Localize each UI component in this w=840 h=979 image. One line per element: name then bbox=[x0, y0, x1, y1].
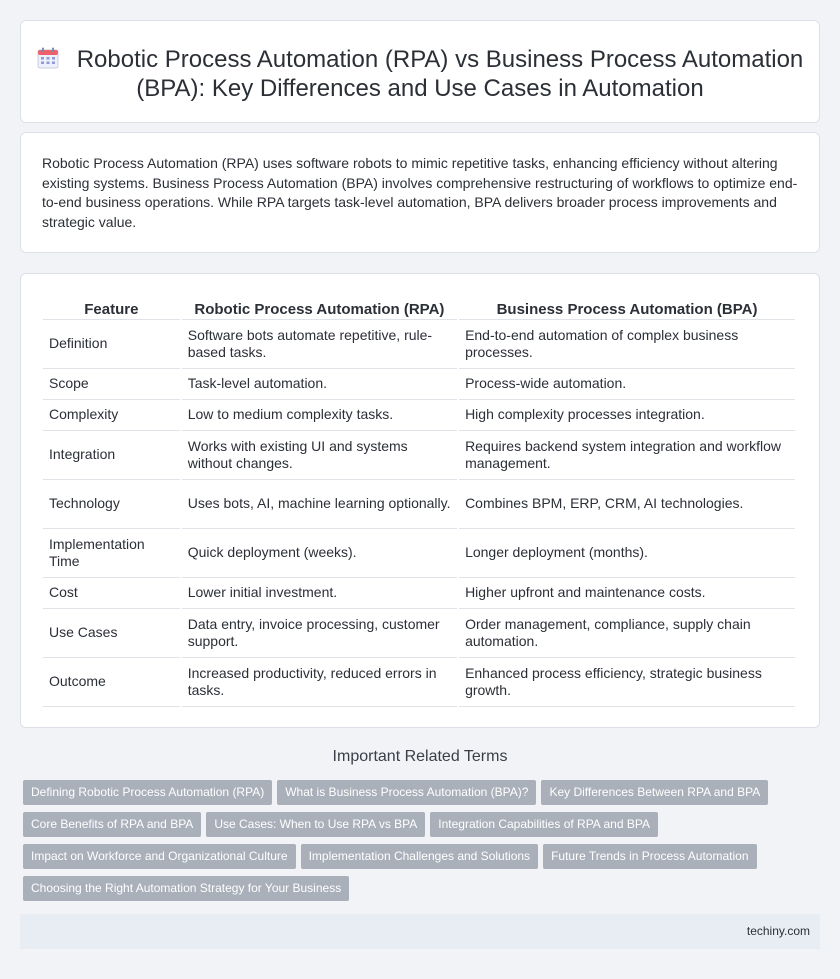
header-rpa: Robotic Process Automation (RPA) bbox=[182, 296, 457, 320]
comparison-table-card bbox=[20, 273, 820, 728]
header-bpa: Business Process Automation (BPA) bbox=[459, 296, 795, 320]
related-tag[interactable]: Key Differences Between RPA and BPA bbox=[541, 780, 768, 805]
row-bpa: Enhanced process efficiency, strategic business growth. bbox=[459, 658, 795, 707]
table-row bbox=[43, 658, 795, 707]
row-bpa: High complexity processes integration. bbox=[459, 400, 795, 431]
row-bpa: Combines BPM, ERP, CRM, AI technologies. bbox=[459, 480, 795, 529]
related-tag[interactable]: Choosing the Right Automation Strategy for Your Business bbox=[23, 876, 349, 901]
related-tag[interactable]: What is Business Process Automation (BPA)? bbox=[277, 780, 536, 805]
table-row bbox=[43, 431, 795, 480]
related-terms-heading: Important Related Terms bbox=[332, 748, 508, 765]
row-rpa: Increased productivity, reduced errors in tasks. bbox=[182, 658, 457, 707]
related-tag[interactable]: Use Cases: When to Use RPA vs BPA bbox=[206, 812, 425, 837]
intro-card bbox=[20, 132, 820, 253]
row-bpa: Order management, compliance, supply chain automation. bbox=[459, 609, 795, 658]
title-card bbox=[20, 20, 820, 123]
row-rpa: Task-level automation. bbox=[182, 369, 457, 400]
row-feature: Complexity bbox=[43, 400, 180, 431]
row-rpa: Quick deployment (weeks). bbox=[182, 529, 457, 578]
intro-paragraph: Robotic Process Automation (RPA) uses software robots to mimic repetitive tasks, enhancing efficiency without altering existing systems. Business Process Automation (BPA) involves comprehensive restructuring of workflows to optimize end-to-end business operations. While RPA targets task-level automation, BPA delivers broader process improvements and strategic value. bbox=[42, 155, 798, 230]
footer bbox=[20, 914, 820, 949]
row-feature: Technology bbox=[43, 480, 180, 529]
row-rpa: Works with existing UI and systems without changes. bbox=[182, 431, 457, 480]
related-tag[interactable]: Future Trends in Process Automation bbox=[543, 844, 756, 869]
comparison-table bbox=[41, 296, 797, 707]
related-tag[interactable]: Defining Robotic Process Automation (RPA) bbox=[23, 780, 272, 805]
row-bpa: End-to-end automation of complex business processes. bbox=[459, 320, 795, 369]
table-row bbox=[43, 529, 795, 578]
related-tag[interactable]: Implementation Challenges and Solutions bbox=[301, 844, 538, 869]
row-bpa: Requires backend system integration and workflow management. bbox=[459, 431, 795, 480]
row-bpa: Longer deployment (months). bbox=[459, 529, 795, 578]
row-feature: Use Cases bbox=[43, 609, 180, 658]
row-feature: Definition bbox=[43, 320, 180, 369]
table-row bbox=[43, 480, 795, 529]
row-rpa: Lower initial investment. bbox=[182, 578, 457, 609]
row-rpa: Low to medium complexity tasks. bbox=[182, 400, 457, 431]
calendar-icon bbox=[37, 47, 59, 69]
row-bpa: Higher upfront and maintenance costs. bbox=[459, 578, 795, 609]
row-rpa: Software bots automate repetitive, rule-based tasks. bbox=[182, 320, 457, 369]
row-bpa: Process-wide automation. bbox=[459, 369, 795, 400]
page-title bbox=[21, 45, 819, 103]
table-row bbox=[43, 320, 795, 369]
row-rpa: Uses bots, AI, machine learning optionally. bbox=[182, 480, 457, 529]
related-terms-tags bbox=[23, 780, 813, 908]
table-row bbox=[43, 609, 795, 658]
row-rpa: Data entry, invoice processing, customer support. bbox=[182, 609, 457, 658]
related-tag[interactable]: Core Benefits of RPA and BPA bbox=[23, 812, 201, 837]
table-row bbox=[43, 369, 795, 400]
row-feature: Outcome bbox=[43, 658, 180, 707]
footer-site-link[interactable]: techiny.com bbox=[746, 924, 810, 938]
header-feature: Feature bbox=[43, 296, 180, 320]
page-title-text: Robotic Process Automation (RPA) vs Business Process Automation (BPA): Key Differences and Use Cases in Automation bbox=[76, 46, 804, 102]
row-feature: Scope bbox=[43, 369, 180, 400]
table-row bbox=[43, 578, 795, 609]
row-feature: Integration bbox=[43, 431, 180, 480]
related-tag[interactable]: Integration Capabilities of RPA and BPA bbox=[430, 812, 658, 837]
row-feature: Cost bbox=[43, 578, 180, 609]
table-row bbox=[43, 400, 795, 431]
row-feature: Implementation Time bbox=[43, 529, 180, 578]
related-tag[interactable]: Impact on Workforce and Organizational Culture bbox=[23, 844, 296, 869]
table-header-row bbox=[43, 296, 795, 320]
